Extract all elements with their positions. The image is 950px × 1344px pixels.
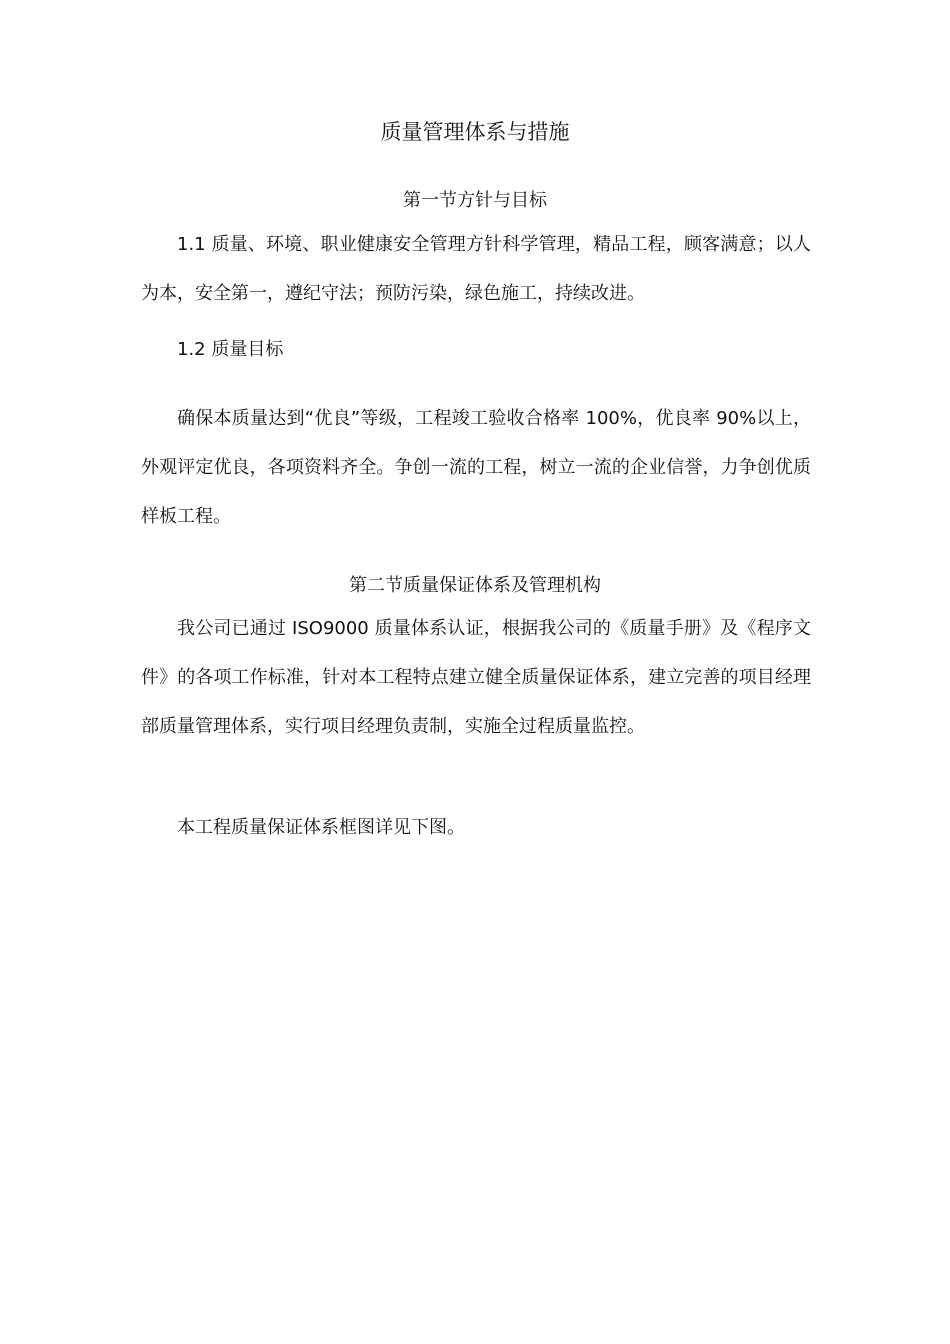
section1-paragraph-quality-goal-label: 1.2 质量目标: [177, 339, 284, 360]
section2-paragraph-diagram-note: 本工程质量保证体系框图详见下图。: [177, 817, 465, 838]
document-title: 质量管理体系与措施: [380, 120, 570, 144]
section1-paragraph-policy: 1.1 质量、环境、职业健康安全管理方针科学管理，精品工程，顾客满意；以人为本，安全第一，遵纪守法；预防污染，绿色施工，持续改进。: [141, 234, 811, 304]
section2-heading: 第二节质量保证体系及管理机构: [349, 575, 601, 596]
section1-paragraph-quality-goal: 确保本质量达到“优良”等级，工程竣工验收合格率 100%，优良率 90%以上，外观评定优良，各项资料齐全。争创一流的工程，树立一流的企业信誉，力争创优质样板工程。: [141, 408, 811, 527]
section1-heading: 第一节方针与目标: [403, 190, 547, 211]
section2-paragraph-system: 我公司已通过 ISO9000 质量体系认证，根据我公司的《质量手册》及《程序文件》的各项工作标准，针对本工程特点建立健全质量保证体系，建立完善的项目经理部质量管理体系，实行项目经理负责制，实施全过程质量监控。: [141, 618, 811, 737]
